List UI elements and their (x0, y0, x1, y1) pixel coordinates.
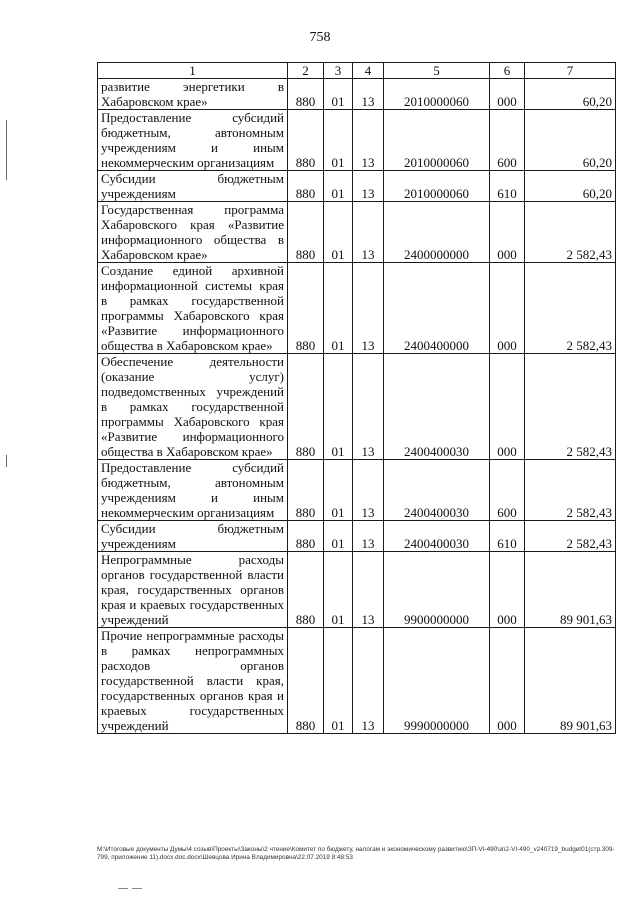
col-header-1: 1 (98, 63, 288, 79)
table-row (98, 521, 616, 552)
row-name-cell: Предоставление субсидий бюджетным, автономным учреждениям и иным некоммерческим организациям (98, 110, 288, 171)
table-row (98, 79, 616, 110)
row-name-cell: Субсидии бюджетным учреждениям (98, 171, 288, 202)
row-name-cell: Прочие непрограммные расходы в рамках непрограммных расходов органов государственной власти края, государственных органов края и краевых государственных учреждений (98, 628, 288, 734)
table-header-row (98, 63, 616, 79)
expense-type-cell: 600 (490, 460, 525, 521)
ministry-code-cell: 880 (288, 79, 324, 110)
section-code-cell: 01 (324, 354, 353, 460)
section-code-cell: 01 (324, 79, 353, 110)
expense-type-cell: 610 (490, 521, 525, 552)
col-header-3: 3 (324, 63, 353, 79)
section-code-cell: 01 (324, 171, 353, 202)
section-code-cell: 01 (324, 110, 353, 171)
scan-edge-mark (118, 888, 128, 889)
table-row (98, 628, 616, 734)
expense-type-cell: 610 (490, 171, 525, 202)
target-article-cell: 2400400030 (384, 354, 490, 460)
document-path-footer: М:\Итоговые документы Думы\4 созыв\Проекты\Законы\2 чтение\Комитет по бюджету, налогам и экономическому развитию\ЗП-VI-490\зп2-VI-490_v240719_budget01(стр.309-799, приложение 11).docx.doc.docx\Шевцова Ирина Владимировна\22.07.2019 8:48:53 (97, 846, 615, 861)
row-name-cell: развитие энергетики в Хабаровском крае» (98, 79, 288, 110)
target-article-cell: 2010000060 (384, 110, 490, 171)
ministry-code-cell: 880 (288, 202, 324, 263)
table-row (98, 354, 616, 460)
target-article-cell: 9990000000 (384, 628, 490, 734)
expense-type-cell: 000 (490, 202, 525, 263)
subsection-code-cell: 13 (353, 354, 384, 460)
col-header-6: 6 (490, 63, 525, 79)
subsection-code-cell: 13 (353, 171, 384, 202)
scan-margin-mark (6, 455, 7, 467)
target-article-cell: 2400400000 (384, 263, 490, 354)
section-code-cell: 01 (324, 552, 353, 628)
expense-type-cell: 000 (490, 263, 525, 354)
subsection-code-cell: 13 (353, 628, 384, 734)
amount-cell: 60,20 (525, 110, 616, 171)
subsection-code-cell: 13 (353, 263, 384, 354)
amount-cell: 2 582,43 (525, 460, 616, 521)
ministry-code-cell: 880 (288, 171, 324, 202)
ministry-code-cell: 880 (288, 460, 324, 521)
table-row (98, 552, 616, 628)
row-name-cell: Непрограммные расходы органов государственной власти края, государственных органов края и краевых государственных учреждений (98, 552, 288, 628)
expense-type-cell: 000 (490, 552, 525, 628)
amount-cell: 60,20 (525, 171, 616, 202)
page-number: 758 (309, 30, 331, 45)
row-name-cell: Создание единой архивной информационной системы края в рамках государственной программы Хабаровского края «Развитие информационного общества в Хабаровском крае» (98, 263, 288, 354)
row-name-cell: Субсидии бюджетным учреждениям (98, 521, 288, 552)
subsection-code-cell: 13 (353, 460, 384, 521)
row-name-cell: Обеспечение деятельности (оказание услуг) подведомственных учреждений в рамках государственной программы Хабаровского края «Развитие информационного общества в Хабаровском крае» (98, 354, 288, 460)
target-article-cell: 2010000060 (384, 79, 490, 110)
target-article-cell: 2400000000 (384, 202, 490, 263)
row-name-cell: Государственная программа Хабаровского края «Развитие информационного общества в Хабаровском крае» (98, 202, 288, 263)
ministry-code-cell: 880 (288, 552, 324, 628)
ministry-code-cell: 880 (288, 354, 324, 460)
col-header-4: 4 (353, 63, 384, 79)
budget-table (97, 62, 616, 734)
section-code-cell: 01 (324, 521, 353, 552)
amount-cell: 2 582,43 (525, 354, 616, 460)
subsection-code-cell: 13 (353, 110, 384, 171)
target-article-cell: 2400400030 (384, 460, 490, 521)
col-header-5: 5 (384, 63, 490, 79)
section-code-cell: 01 (324, 460, 353, 521)
ministry-code-cell: 880 (288, 263, 324, 354)
amount-cell: 89 901,63 (525, 552, 616, 628)
section-code-cell: 01 (324, 263, 353, 354)
expense-type-cell: 000 (490, 628, 525, 734)
col-header-7: 7 (525, 63, 616, 79)
table-row (98, 171, 616, 202)
table-row (98, 202, 616, 263)
amount-cell: 2 582,43 (525, 521, 616, 552)
amount-cell: 2 582,43 (525, 202, 616, 263)
scan-edge-mark (132, 888, 142, 889)
ministry-code-cell: 880 (288, 521, 324, 552)
expense-type-cell: 000 (490, 354, 525, 460)
section-code-cell: 01 (324, 202, 353, 263)
amount-cell: 60,20 (525, 79, 616, 110)
ministry-code-cell: 880 (288, 110, 324, 171)
amount-cell: 2 582,43 (525, 263, 616, 354)
amount-cell: 89 901,63 (525, 628, 616, 734)
subsection-code-cell: 13 (353, 521, 384, 552)
ministry-code-cell: 880 (288, 628, 324, 734)
target-article-cell: 9900000000 (384, 552, 490, 628)
target-article-cell: 2010000060 (384, 171, 490, 202)
table-row (98, 110, 616, 171)
scan-margin-mark (6, 120, 7, 180)
subsection-code-cell: 13 (353, 552, 384, 628)
table-row (98, 263, 616, 354)
target-article-cell: 2400400030 (384, 521, 490, 552)
row-name-cell: Предоставление субсидий бюджетным, автономным учреждениям и иным некоммерческим организациям (98, 460, 288, 521)
col-header-2: 2 (288, 63, 324, 79)
subsection-code-cell: 13 (353, 79, 384, 110)
expense-type-cell: 600 (490, 110, 525, 171)
section-code-cell: 01 (324, 628, 353, 734)
expense-type-cell: 000 (490, 79, 525, 110)
subsection-code-cell: 13 (353, 202, 384, 263)
table-row (98, 460, 616, 521)
